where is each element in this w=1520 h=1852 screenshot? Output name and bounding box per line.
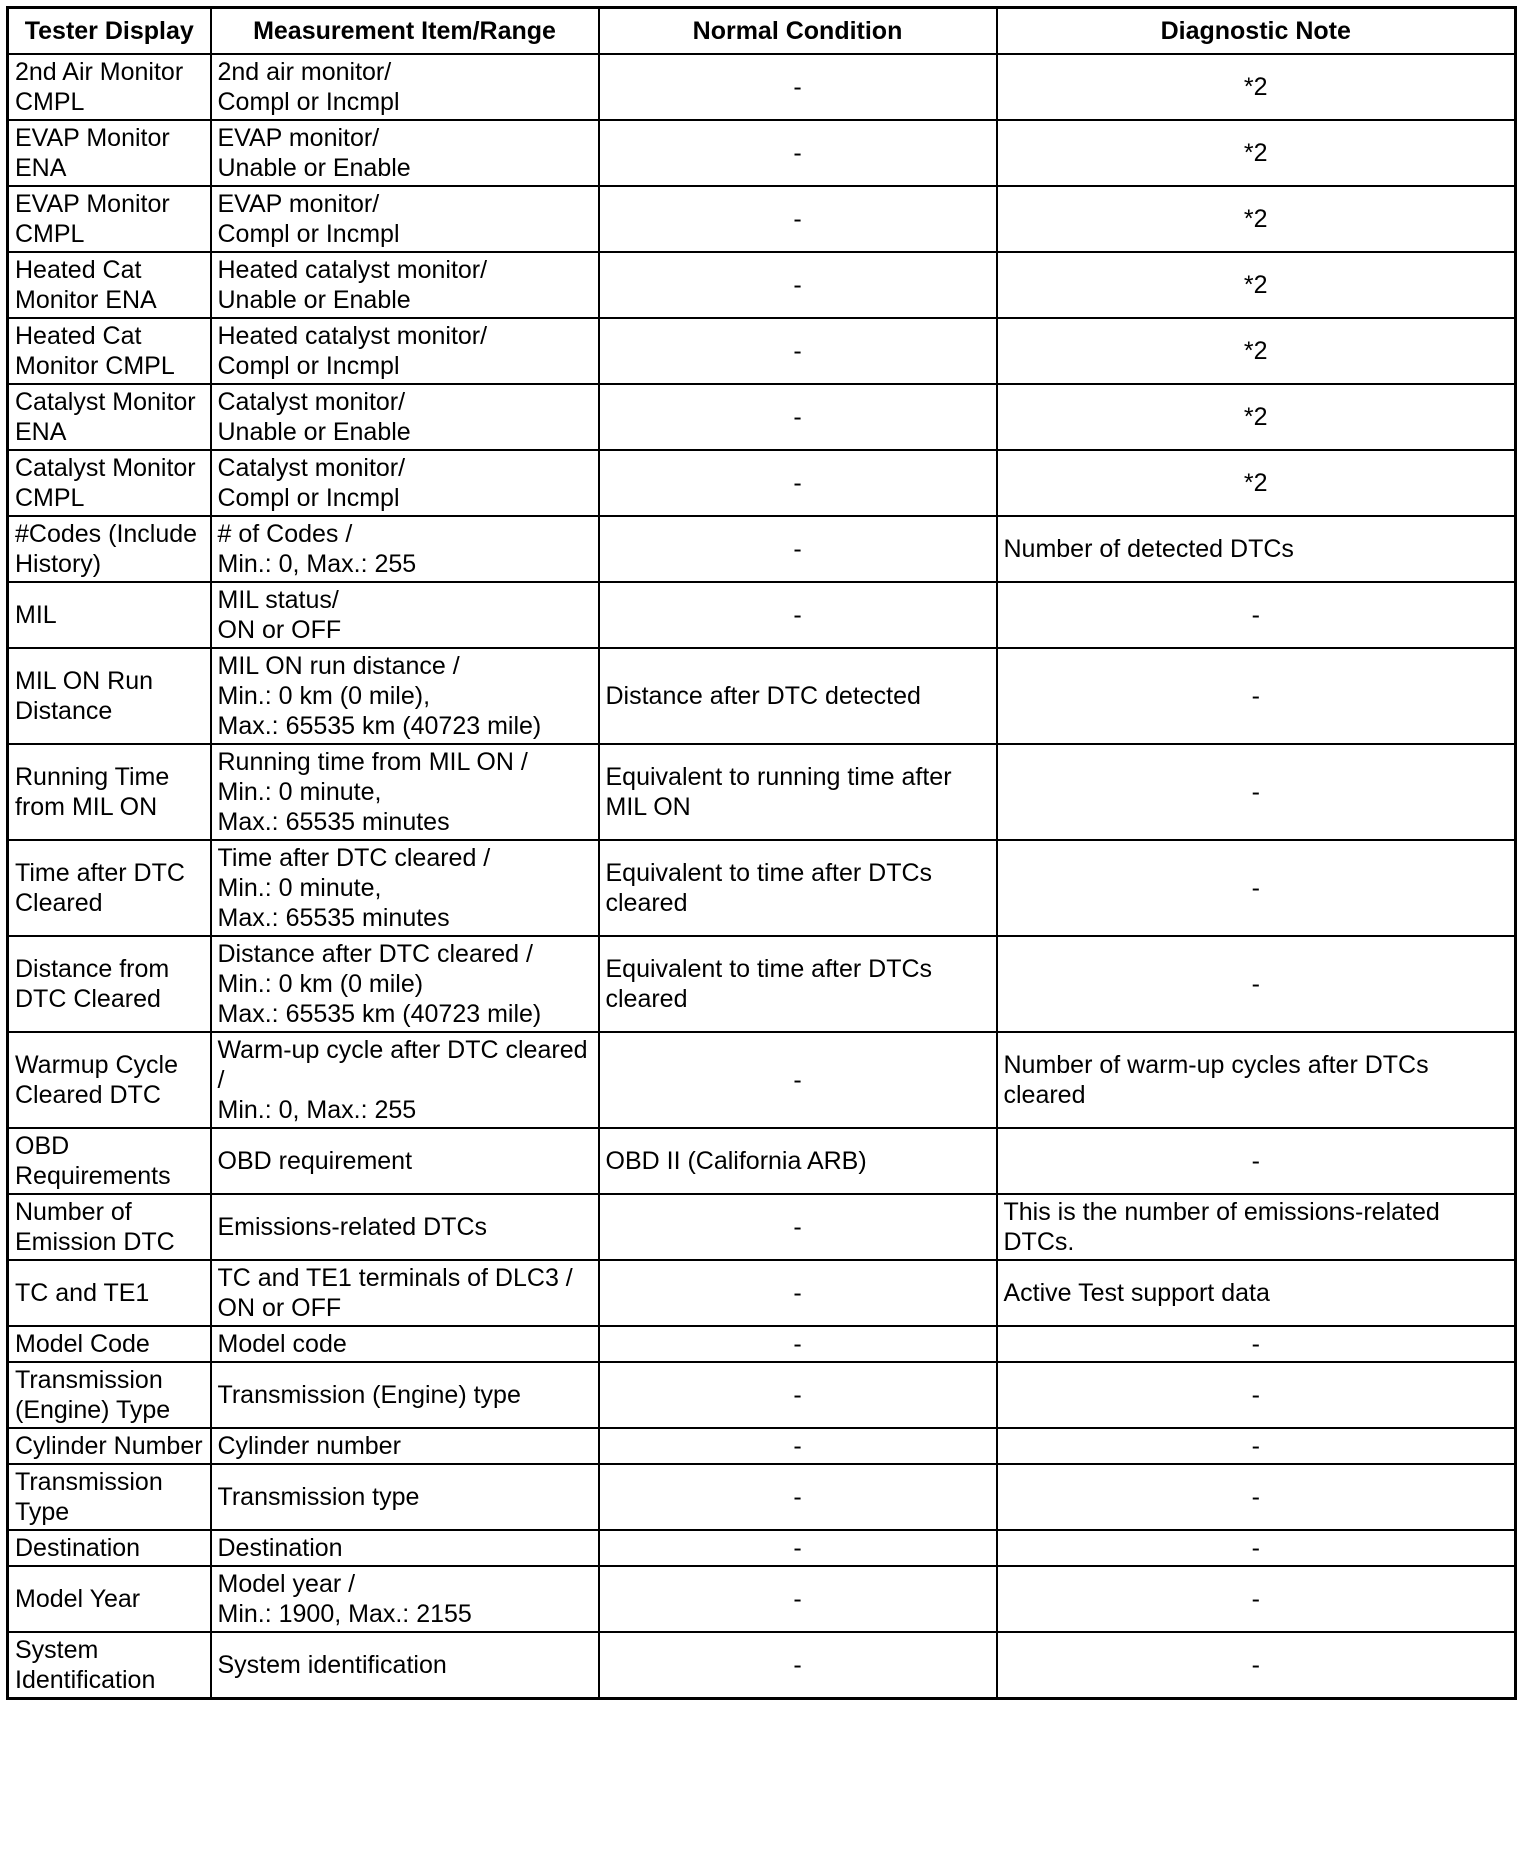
cell-measurement-item (211, 648, 599, 744)
header-tester-display: Tester Display (8, 8, 211, 55)
cell-diagnostic-note (997, 318, 1516, 384)
cell-normal-condition-text: - (793, 535, 802, 563)
cell-normal-condition (599, 1260, 997, 1326)
cell-normal-condition (599, 384, 997, 450)
cell-normal-condition-text: - (793, 1279, 802, 1307)
table-row (8, 936, 1516, 1032)
cell-tester-display-text: Running Time from MIL ON (15, 763, 170, 821)
cell-diagnostic-note (997, 1428, 1516, 1464)
cell-diagnostic-note-text: - (1251, 1432, 1260, 1460)
cell-measurement-item (211, 1632, 599, 1699)
cell-diagnostic-note (997, 648, 1516, 744)
cell-diagnostic-note-text: This is the number of emissions-related DTCs. (1003, 1198, 1440, 1256)
cell-normal-condition (599, 1464, 997, 1530)
cell-diagnostic-note (997, 186, 1516, 252)
cell-normal-condition-text: - (793, 1651, 802, 1679)
table-row (8, 120, 1516, 186)
cell-normal-condition-text: Equivalent to running time after MIL ON (605, 763, 952, 821)
table-row (8, 1326, 1516, 1362)
cell-tester-display-text: EVAP Monitor CMPL (15, 190, 170, 248)
cell-measurement-item-text: Distance after DTC cleared / Min.: 0 km (0 mile) Max.: 65535 km (40723 mile) (217, 940, 542, 1028)
cell-tester-display-text: Heated Cat Monitor CMPL (15, 322, 175, 380)
cell-diagnostic-note (997, 1632, 1516, 1699)
cell-measurement-item (211, 54, 599, 120)
cell-tester-display (8, 450, 211, 516)
cell-normal-condition (599, 318, 997, 384)
cell-normal-condition (599, 252, 997, 318)
cell-tester-display (8, 1464, 211, 1530)
cell-diagnostic-note-text: - (1251, 1585, 1260, 1613)
table-row (8, 840, 1516, 936)
table-row (8, 318, 1516, 384)
cell-tester-display (8, 1530, 211, 1566)
cell-tester-display (8, 318, 211, 384)
cell-normal-condition (599, 1194, 997, 1260)
cell-tester-display-text: Catalyst Monitor CMPL (15, 454, 196, 512)
cell-tester-display (8, 1566, 211, 1632)
cell-measurement-item-text: EVAP monitor/ Compl or Incmpl (217, 190, 400, 248)
cell-diagnostic-note (997, 1530, 1516, 1566)
cell-measurement-item (211, 1260, 599, 1326)
table-row (8, 1032, 1516, 1128)
cell-tester-display (8, 384, 211, 450)
table-row (8, 1428, 1516, 1464)
cell-normal-condition-text: - (793, 73, 802, 101)
cell-tester-display (8, 516, 211, 582)
cell-measurement-item (211, 1464, 599, 1530)
cell-diagnostic-note (997, 516, 1516, 582)
cell-diagnostic-note-text: - (1251, 778, 1260, 806)
header-diagnostic-note: Diagnostic Note (997, 8, 1516, 55)
cell-diagnostic-note-text: - (1251, 601, 1260, 629)
cell-normal-condition-text: - (793, 1432, 802, 1460)
tester-data-table (6, 6, 1517, 1700)
cell-normal-condition (599, 1032, 997, 1128)
cell-normal-condition (599, 54, 997, 120)
cell-measurement-item-text: Transmission (Engine) type (217, 1381, 521, 1409)
cell-tester-display-text: Warmup Cycle Cleared DTC (15, 1051, 178, 1109)
cell-tester-display-text: Heated Cat Monitor ENA (15, 256, 157, 314)
table-row (8, 186, 1516, 252)
cell-diagnostic-note (997, 936, 1516, 1032)
cell-normal-condition (599, 1326, 997, 1362)
cell-diagnostic-note (997, 1032, 1516, 1128)
cell-normal-condition-text: - (793, 1534, 802, 1562)
cell-diagnostic-note-text: *2 (1243, 469, 1268, 497)
cell-normal-condition (599, 1362, 997, 1428)
cell-measurement-item-text: Transmission type (217, 1483, 420, 1511)
cell-tester-display-text: MIL ON Run Distance (15, 667, 154, 725)
cell-measurement-item (211, 252, 599, 318)
table-row (8, 516, 1516, 582)
cell-diagnostic-note (997, 1260, 1516, 1326)
cell-measurement-item-text: Model code (217, 1330, 347, 1358)
cell-diagnostic-note (997, 450, 1516, 516)
cell-measurement-item-text: Running time from MIL ON / Min.: 0 minute, Max.: 65535 minutes (217, 748, 528, 836)
table-row (8, 1128, 1516, 1194)
cell-tester-display (8, 582, 211, 648)
cell-normal-condition-text: - (793, 1585, 802, 1613)
cell-measurement-item (211, 1530, 599, 1566)
cell-normal-condition (599, 1632, 997, 1699)
cell-tester-display (8, 840, 211, 936)
cell-measurement-item (211, 384, 599, 450)
cell-measurement-item (211, 1362, 599, 1428)
cell-normal-condition-text: - (793, 139, 802, 167)
cell-normal-condition (599, 648, 997, 744)
cell-tester-display (8, 252, 211, 318)
cell-tester-display-text: Model Year (15, 1585, 141, 1613)
cell-tester-display-text: TC and TE1 (15, 1279, 150, 1307)
cell-measurement-item-text: Emissions-related DTCs (217, 1213, 488, 1241)
cell-normal-condition-text: - (793, 1381, 802, 1409)
cell-diagnostic-note-text: Number of detected DTCs (1003, 535, 1294, 563)
cell-tester-display (8, 648, 211, 744)
cell-normal-condition-text: Equivalent to time after DTCs cleared (605, 955, 933, 1013)
cell-measurement-item-text: Heated catalyst monitor/ Compl or Incmpl (217, 322, 488, 380)
cell-diagnostic-note-text: *2 (1243, 403, 1268, 431)
cell-diagnostic-note (997, 252, 1516, 318)
cell-normal-condition-text: - (793, 1213, 802, 1241)
cell-normal-condition (599, 582, 997, 648)
cell-measurement-item-text: System identification (217, 1651, 447, 1679)
cell-tester-display (8, 936, 211, 1032)
cell-diagnostic-note-text: *2 (1243, 205, 1268, 233)
cell-normal-condition (599, 1566, 997, 1632)
cell-normal-condition (599, 840, 997, 936)
cell-normal-condition-text: - (793, 403, 802, 431)
cell-normal-condition (599, 516, 997, 582)
cell-measurement-item-text: 2nd air monitor/ Compl or Incmpl (217, 58, 400, 116)
cell-diagnostic-note (997, 1326, 1516, 1362)
cell-normal-condition (599, 744, 997, 840)
table-row (8, 1362, 1516, 1428)
table-row (8, 252, 1516, 318)
cell-measurement-item (211, 1428, 599, 1464)
cell-tester-display (8, 1128, 211, 1194)
cell-tester-display (8, 1260, 211, 1326)
cell-diagnostic-note-text: - (1251, 1483, 1260, 1511)
cell-diagnostic-note-text: - (1251, 1330, 1260, 1358)
cell-normal-condition (599, 120, 997, 186)
cell-diagnostic-note-text: - (1251, 970, 1260, 998)
cell-diagnostic-note-text: Number of warm-up cycles after DTCs cleared (1003, 1051, 1429, 1109)
cell-tester-display (8, 1326, 211, 1362)
cell-diagnostic-note (997, 1464, 1516, 1530)
cell-tester-display (8, 120, 211, 186)
cell-tester-display-text: Model Code (15, 1330, 150, 1358)
table-row (8, 1464, 1516, 1530)
cell-normal-condition-text: - (793, 601, 802, 629)
cell-measurement-item-text: MIL status/ ON or OFF (217, 586, 342, 644)
cell-diagnostic-note (997, 582, 1516, 648)
cell-measurement-item-text: Destination (217, 1534, 343, 1562)
table-row (8, 54, 1516, 120)
cell-normal-condition (599, 186, 997, 252)
cell-measurement-item (211, 1326, 599, 1362)
cell-tester-display-text: OBD Requirements (15, 1132, 171, 1190)
header-row (8, 8, 1516, 55)
cell-tester-display-text: Catalyst Monitor ENA (15, 388, 196, 446)
cell-measurement-item-text: TC and TE1 terminals of DLC3 / ON or OFF (217, 1264, 573, 1322)
cell-measurement-item (211, 450, 599, 516)
cell-diagnostic-note-text: - (1251, 1381, 1260, 1409)
cell-measurement-item-text: MIL ON run distance / Min.: 0 km (0 mile), Max.: 65535 km (40723 mile) (217, 652, 542, 740)
cell-tester-display (8, 1032, 211, 1128)
cell-diagnostic-note (997, 1194, 1516, 1260)
cell-diagnostic-note (997, 1128, 1516, 1194)
header-measurement-item-range: Measurement Item/Range (211, 8, 599, 55)
cell-normal-condition-text: - (793, 469, 802, 497)
cell-measurement-item (211, 1566, 599, 1632)
table-body (8, 54, 1516, 1699)
cell-measurement-item (211, 744, 599, 840)
cell-tester-display-text: Distance from DTC Cleared (15, 955, 170, 1013)
cell-tester-display-text: #Codes (Include History) (15, 520, 198, 578)
cell-normal-condition-text: - (793, 205, 802, 233)
cell-measurement-item (211, 186, 599, 252)
cell-normal-condition (599, 1530, 997, 1566)
cell-diagnostic-note (997, 54, 1516, 120)
cell-normal-condition-text: - (793, 1483, 802, 1511)
table-row (8, 744, 1516, 840)
cell-tester-display (8, 1194, 211, 1260)
cell-tester-display (8, 1362, 211, 1428)
cell-tester-display (8, 1428, 211, 1464)
cell-tester-display (8, 1632, 211, 1699)
table-row (8, 1632, 1516, 1699)
cell-tester-display (8, 186, 211, 252)
cell-normal-condition-text: - (793, 271, 802, 299)
cell-normal-condition (599, 1428, 997, 1464)
header-normal-condition: Normal Condition (599, 8, 997, 55)
table-row (8, 450, 1516, 516)
cell-measurement-item-text: Model year / Min.: 1900, Max.: 2155 (217, 1570, 472, 1628)
cell-measurement-item-text: EVAP monitor/ Unable or Enable (217, 124, 411, 182)
cell-normal-condition-text: - (793, 1066, 802, 1094)
cell-normal-condition-text: Distance after DTC detected (605, 682, 921, 710)
cell-measurement-item-text: # of Codes / Min.: 0, Max.: 255 (217, 520, 417, 578)
cell-normal-condition-text: Equivalent to time after DTCs cleared (605, 859, 933, 917)
cell-tester-display-text: Destination (15, 1534, 141, 1562)
cell-diagnostic-note-text: *2 (1243, 337, 1268, 365)
cell-tester-display-text: 2nd Air Monitor CMPL (15, 58, 184, 116)
cell-measurement-item (211, 1032, 599, 1128)
cell-normal-condition-text: OBD II (California ARB) (605, 1147, 867, 1175)
cell-tester-display-text: Time after DTC Cleared (15, 859, 185, 917)
cell-measurement-item-text: Cylinder number (217, 1432, 401, 1460)
table-row (8, 1194, 1516, 1260)
cell-diagnostic-note (997, 120, 1516, 186)
cell-tester-display-text: Transmission Type (15, 1468, 163, 1526)
cell-measurement-item-text: Catalyst monitor/ Unable or Enable (217, 388, 411, 446)
cell-measurement-item-text: Time after DTC cleared / Min.: 0 minute, Max.: 65535 minutes (217, 844, 491, 932)
cell-normal-condition (599, 1128, 997, 1194)
cell-tester-display-text: EVAP Monitor ENA (15, 124, 170, 182)
cell-diagnostic-note-text: - (1251, 1534, 1260, 1562)
cell-normal-condition-text: - (793, 337, 802, 365)
cell-diagnostic-note-text: - (1251, 874, 1260, 902)
cell-tester-display (8, 744, 211, 840)
cell-measurement-item (211, 1194, 599, 1260)
cell-tester-display-text: MIL (15, 601, 57, 629)
cell-measurement-item (211, 582, 599, 648)
cell-normal-condition (599, 936, 997, 1032)
cell-measurement-item (211, 120, 599, 186)
table-row (8, 1530, 1516, 1566)
diagnostic-table-container (6, 6, 1514, 1844)
cell-tester-display-text: Cylinder Number (15, 1432, 203, 1460)
table-row (8, 1260, 1516, 1326)
cell-diagnostic-note-text: - (1251, 1651, 1260, 1679)
cell-measurement-item-text: Warm-up cycle after DTC cleared / Min.: 0, Max.: 255 (217, 1036, 588, 1124)
cell-normal-condition-text: - (793, 1330, 802, 1358)
cell-measurement-item (211, 516, 599, 582)
cell-measurement-item (211, 936, 599, 1032)
cell-diagnostic-note (997, 384, 1516, 450)
cell-measurement-item-text: Catalyst monitor/ Compl or Incmpl (217, 454, 406, 512)
cell-measurement-item (211, 318, 599, 384)
cell-diagnostic-note-text: - (1251, 682, 1260, 710)
cell-diagnostic-note-text: Active Test support data (1003, 1279, 1270, 1307)
table-row (8, 384, 1516, 450)
cell-diagnostic-note (997, 744, 1516, 840)
cell-measurement-item-text: Heated catalyst monitor/ Unable or Enable (217, 256, 488, 314)
cell-tester-display-text: Transmission (Engine) Type (15, 1366, 171, 1424)
cell-diagnostic-note-text: *2 (1243, 271, 1268, 299)
cell-diagnostic-note (997, 840, 1516, 936)
cell-tester-display-text: System Identification (15, 1636, 156, 1694)
cell-tester-display-text: Number of Emission DTC (15, 1198, 175, 1256)
cell-measurement-item (211, 1128, 599, 1194)
table-row (8, 1566, 1516, 1632)
cell-diagnostic-note (997, 1362, 1516, 1428)
cell-measurement-item-text: OBD requirement (217, 1147, 413, 1175)
cell-measurement-item (211, 840, 599, 936)
cell-diagnostic-note-text: - (1251, 1147, 1260, 1175)
table-row (8, 648, 1516, 744)
cell-normal-condition (599, 450, 997, 516)
cell-diagnostic-note-text: *2 (1243, 73, 1268, 101)
cell-diagnostic-note-text: *2 (1243, 139, 1268, 167)
cell-diagnostic-note (997, 1566, 1516, 1632)
cell-tester-display (8, 54, 211, 120)
table-row (8, 582, 1516, 648)
